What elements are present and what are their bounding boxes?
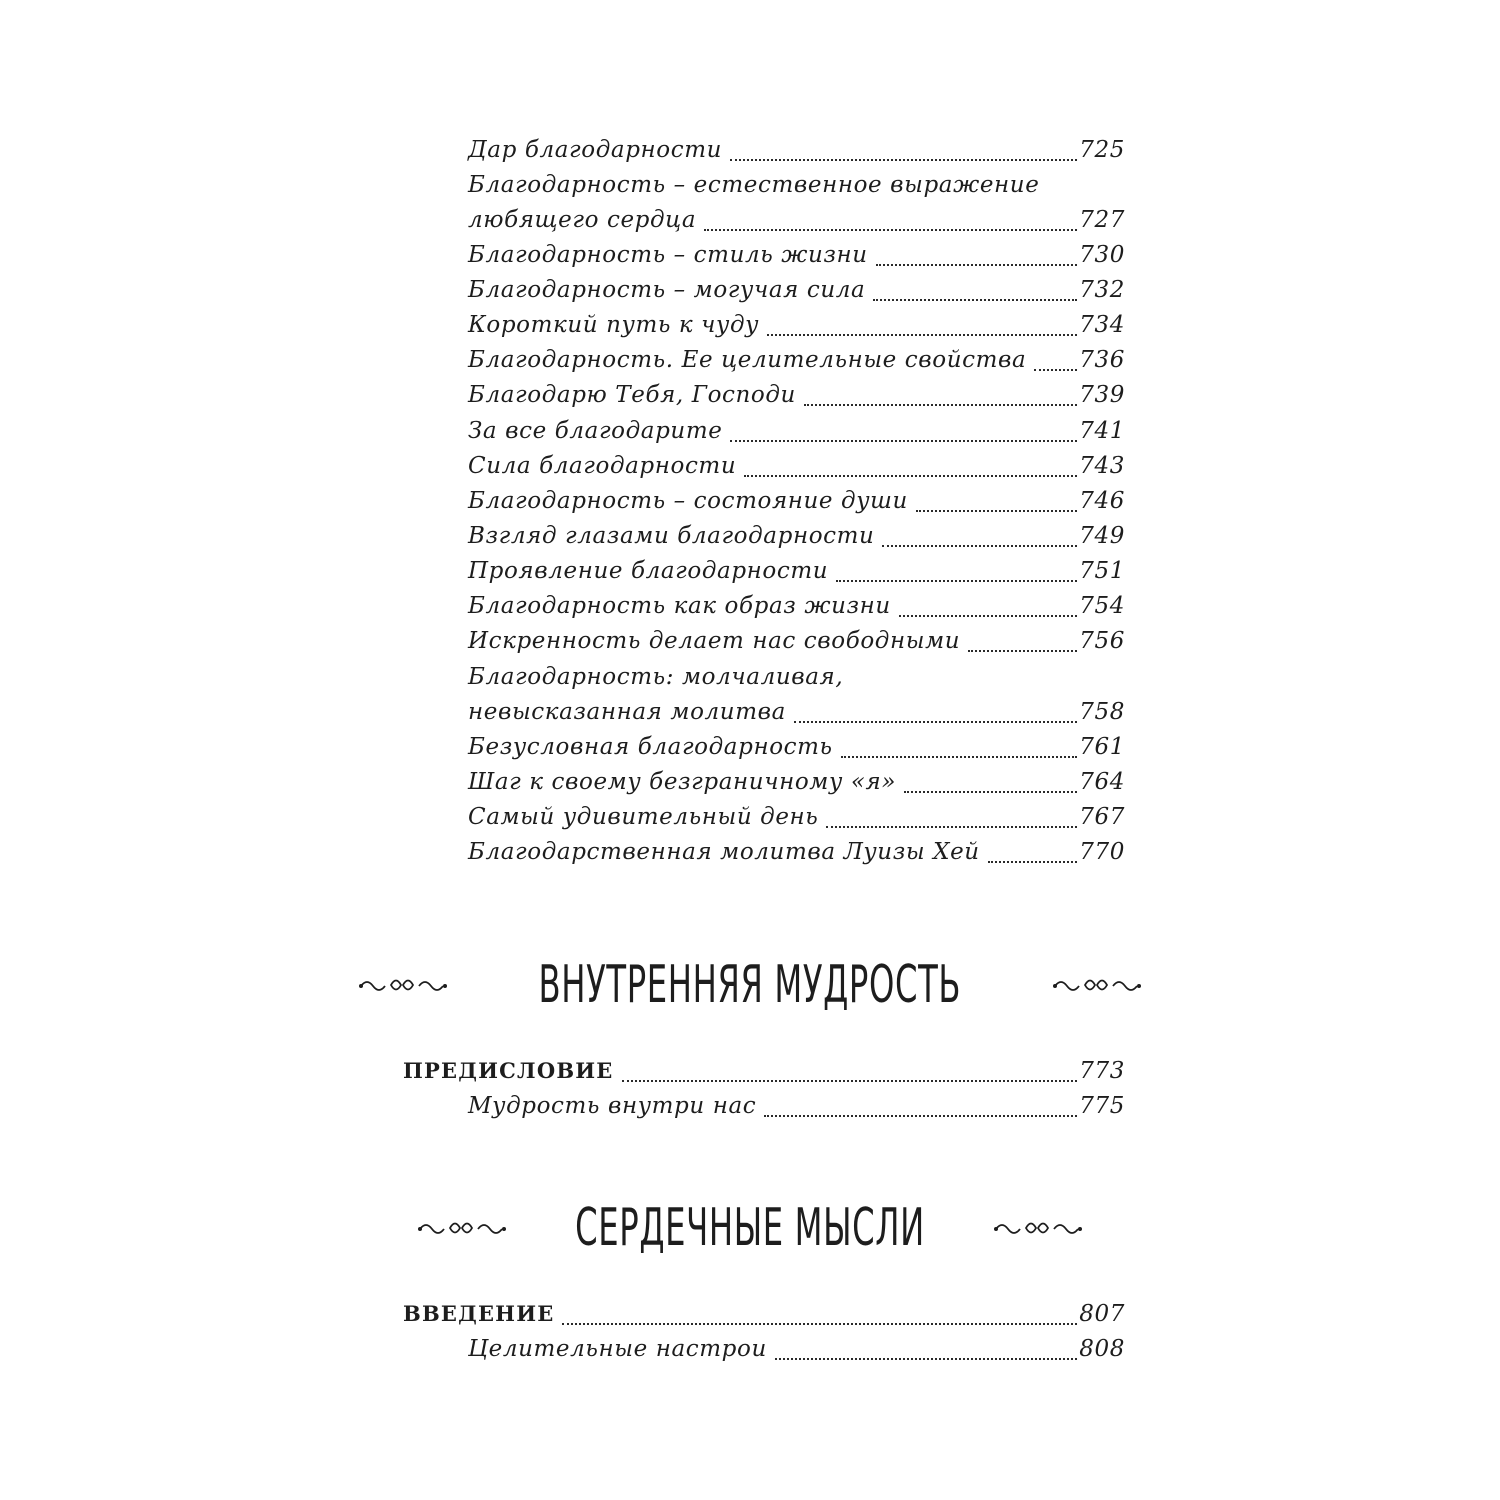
toc-entry-page: 732 — [1079, 277, 1125, 303]
toc-entry — [468, 624, 1125, 658]
toc-entry-title: Благодарность: молчаливая, — [468, 664, 844, 690]
toc-entry-title: Шаг к своему безграничному «я» — [468, 769, 897, 795]
toc-leader-dots — [704, 229, 1077, 231]
section-title: ВНУТРЕННЯЯ МУДРОСТЬ — [538, 955, 962, 1015]
toc-entry-page: 764 — [1079, 769, 1125, 795]
toc-entry — [468, 238, 1125, 272]
section-heading-heart-thoughts — [0, 1193, 1500, 1263]
toc-entry-title: Благодарность – состояние души — [468, 488, 908, 514]
toc-chapter-entry — [403, 1297, 1125, 1331]
toc-leader-dots — [764, 1115, 1077, 1117]
toc-chapter-title: ВВЕДЕНИЕ — [403, 1301, 555, 1326]
toc-entry-page: 739 — [1079, 382, 1125, 408]
toc-entry-title: Благодарность как образ жизни — [468, 593, 891, 619]
toc-leader-dots — [730, 159, 1077, 161]
toc-leader-dots — [841, 756, 1078, 758]
toc-entry — [468, 695, 1125, 729]
toc-entry-title: За все благодарите — [468, 418, 723, 444]
toc-entry — [468, 730, 1125, 764]
toc-entry-title: невысказанная молитва — [468, 699, 786, 725]
toc-leader-dots — [562, 1323, 1077, 1325]
toc-leader-dots — [899, 615, 1077, 617]
toc-entry-title: Благодарю Тебя, Господи — [468, 382, 796, 408]
toc-entry-page: 743 — [1079, 453, 1125, 479]
toc-entry-title: Дар благодарности — [468, 137, 723, 163]
toc-entry-title: Благодарность – естественное выражение — [468, 172, 1040, 198]
toc-entry — [468, 203, 1125, 237]
toc-entry-title: Взгляд глазами благодарности — [468, 523, 875, 549]
toc-leader-dots — [876, 264, 1078, 266]
flourish-ornament-icon — [357, 972, 449, 998]
toc-entry-page: 749 — [1079, 523, 1125, 549]
toc-entry-title: любящего сердца — [468, 207, 697, 233]
toc-leader-dots — [622, 1080, 1078, 1082]
toc-entry-page: 775 — [1079, 1093, 1125, 1119]
toc-leader-dots — [968, 650, 1077, 652]
toc-leader-dots — [988, 861, 1078, 863]
toc-leader-dots — [730, 440, 1077, 442]
toc-entry — [468, 660, 1125, 694]
toc-leader-dots — [882, 545, 1077, 547]
toc-entry-page: 754 — [1079, 593, 1125, 619]
toc-entry-page: 808 — [1079, 1336, 1125, 1362]
flourish-ornament-icon — [1051, 972, 1143, 998]
toc-entry-page: 727 — [1079, 207, 1125, 233]
toc-entry — [468, 273, 1125, 307]
toc-entry — [468, 800, 1125, 834]
toc-chapter-title: ПРЕДИСЛОВИЕ — [403, 1058, 614, 1083]
toc-entry-page: 807 — [1079, 1301, 1125, 1327]
toc-entry-page: 767 — [1079, 804, 1125, 830]
toc-entry — [468, 168, 1125, 202]
toc-entry-page: 730 — [1079, 242, 1125, 268]
toc-entry-page: 756 — [1079, 628, 1125, 654]
toc-entry — [468, 519, 1125, 553]
toc-leader-dots — [775, 1358, 1077, 1360]
toc-entry-title: Благодарность – могучая сила — [468, 277, 866, 303]
toc-entry-title: Безусловная благодарность — [468, 734, 833, 760]
toc-entry — [468, 414, 1125, 448]
section-title: СЕРДЕЧНЫЕ МЫСЛИ — [575, 1198, 925, 1258]
toc-entry-page: 761 — [1079, 734, 1125, 760]
toc-entry — [468, 308, 1125, 342]
toc-leader-dots — [836, 580, 1077, 582]
toc-entry — [468, 554, 1125, 588]
toc-entry-title: Проявление благодарности — [468, 558, 829, 584]
toc-leader-dots — [1034, 369, 1077, 371]
toc-entry — [468, 835, 1125, 869]
toc-entry-title: Самый удивительный день — [468, 804, 819, 830]
toc-entry-title: Благодарность – стиль жизни — [468, 242, 868, 268]
toc-entry-page: 770 — [1079, 839, 1125, 865]
toc-entry — [468, 765, 1125, 799]
toc-entry — [468, 484, 1125, 518]
toc-entry-title: Благодарность. Ее целительные свойства — [468, 347, 1027, 373]
toc-entry-title: Искренность делает нас свободными — [468, 628, 961, 654]
toc-leader-dots — [744, 475, 1077, 477]
toc-leader-dots — [916, 510, 1077, 512]
toc-entry — [468, 343, 1125, 377]
toc-leader-dots — [804, 404, 1077, 406]
toc-leader-dots — [767, 334, 1077, 336]
toc-entry — [468, 133, 1125, 167]
toc-entry — [468, 378, 1125, 412]
section-heading-inner-wisdom — [0, 950, 1500, 1020]
toc-entry-page: 746 — [1079, 488, 1125, 514]
toc-entry-page: 741 — [1079, 418, 1125, 444]
toc-entry — [468, 1089, 1125, 1123]
toc-entry-title: Целительные настрои — [468, 1336, 767, 1362]
toc-entry-title: Мудрость внутри нас — [468, 1093, 757, 1119]
toc-chapter-entry — [403, 1054, 1125, 1088]
toc-entry-page: 773 — [1079, 1058, 1125, 1084]
toc-leader-dots — [904, 791, 1077, 793]
toc-entry — [468, 449, 1125, 483]
toc-entry-page: 751 — [1079, 558, 1125, 584]
toc-entry-title: Короткий путь к чуду — [468, 312, 760, 338]
toc-entry-page: 734 — [1079, 312, 1125, 338]
toc-leader-dots — [873, 299, 1077, 301]
toc-entry — [468, 589, 1125, 623]
flourish-ornament-icon — [992, 1215, 1084, 1241]
toc-entry-page: 758 — [1079, 699, 1125, 725]
flourish-ornament-icon — [416, 1215, 508, 1241]
toc-entry-page: 736 — [1079, 347, 1125, 373]
toc-entry-title: Благодарственная молитва Луизы Хей — [468, 839, 980, 865]
toc-entry-title: Сила благодарности — [468, 453, 737, 479]
toc-entry-page: 725 — [1079, 137, 1125, 163]
toc-leader-dots — [794, 721, 1077, 723]
toc-entry — [468, 1332, 1125, 1366]
toc-leader-dots — [826, 826, 1077, 828]
